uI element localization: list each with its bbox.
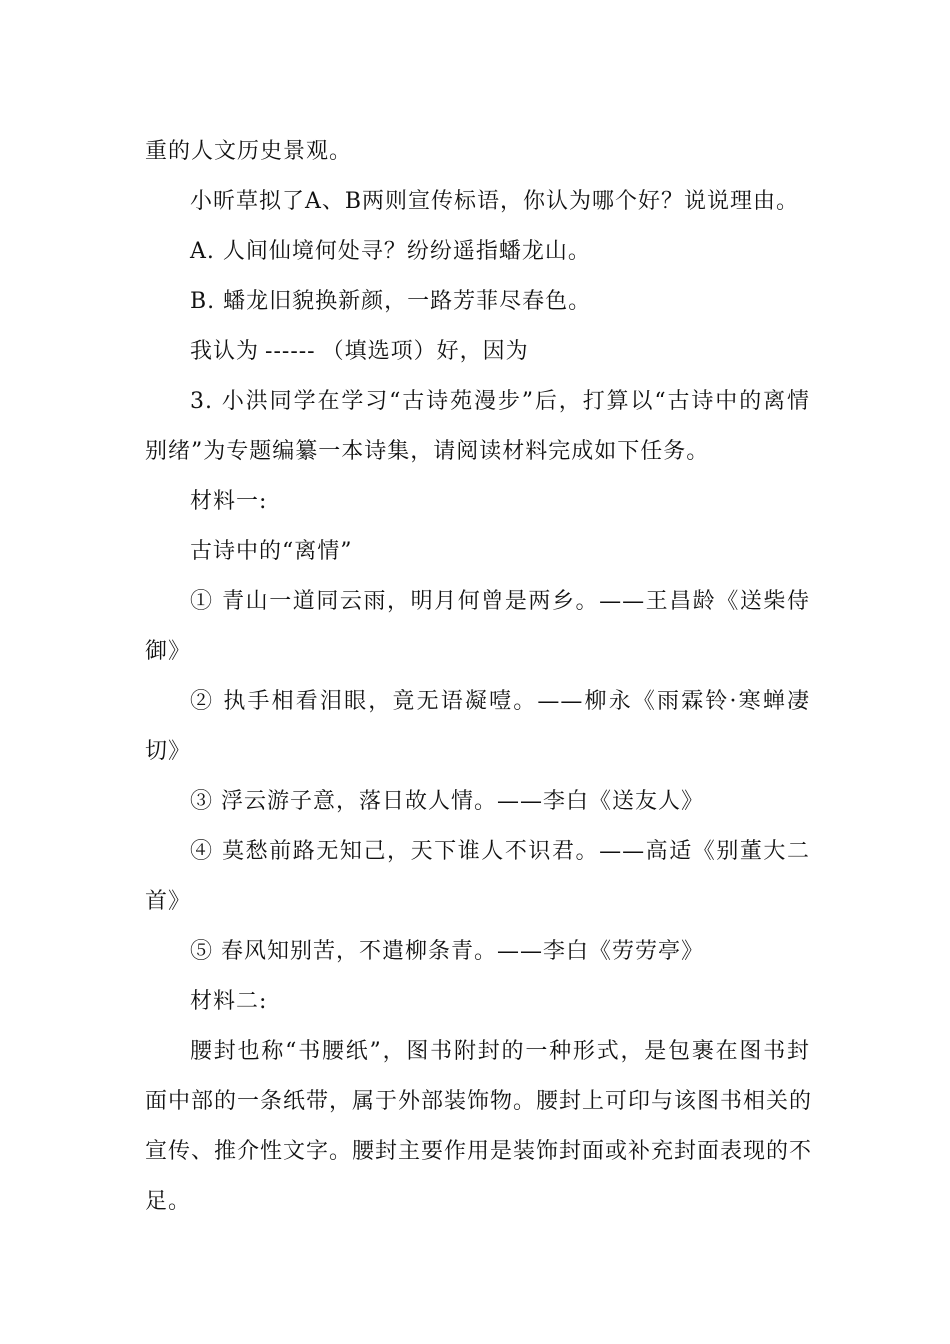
poem-2-line-2: 切》 [145,739,192,764]
poem-1-line-2: 御》 [145,639,192,664]
intro-tail-text: 重的人文历史景观。 [145,139,353,164]
poem-4-line-2: 首》 [145,889,192,914]
material-2-line-3: 宣传、推介性文字。腰封主要作用是装饰封面或补充封面表现的不 [145,1139,813,1164]
option-a: A. 人间仙境何处寻？纷纷遥指蟠龙山。 [190,239,591,264]
answer-suffix: （填选项）好，因为 [321,339,529,364]
poem-1-line-1: ① 青山一道同云雨，明月何曾是两乡。——王昌龄《送柴侍 [190,589,810,614]
question-3-line-2: 别绪”为专题编纂一本诗集，请阅读材料完成如下任务。 [145,439,710,464]
material-1-subheading: 古诗中的“离情” [190,539,353,564]
material-1-heading: 材料一: [190,489,268,514]
material-2-line-1: 腰封也称“书腰纸”，图书附封的一种形式，是包裹在图书封 [190,1039,810,1064]
question-3-line-1: 3. 小洪同学在学习“古诗苑漫步”后，打算以“古诗中的离情 [190,389,810,414]
material-2-line-2: 面中部的一条纸带，属于外部装饰物。腰封上可印与该图书相关的 [145,1089,813,1114]
material-2-heading: 材料二: [190,989,268,1014]
answer-blank: ------ [265,339,316,364]
poem-2-line-1: ② 执手相看泪眼，竟无语凝噎。——柳永《雨霖铃·寒蝉凄 [190,689,810,714]
poem-3: ③ 浮云游子意，落日故人情。——李白《送友人》 [190,789,704,814]
answer-prefix: 我认为 [190,339,260,364]
material-2-line-4: 足。 [145,1189,192,1214]
poem-4-line-1: ④ 莫愁前路无知己，天下谁人不识君。——高适《别董大二 [190,839,810,864]
slogan-prompt: 小昕草拟了A、B两则宣传标语，你认为哪个好？说说理由。 [190,189,800,214]
answer-line [190,337,810,367]
poem-5: ⑤ 春风知别苦，不遣柳条青。——李白《劳劳亭》 [190,939,704,964]
option-b: B. 蟠龙旧貌换新颜，一路芳菲尽春色。 [190,289,592,314]
